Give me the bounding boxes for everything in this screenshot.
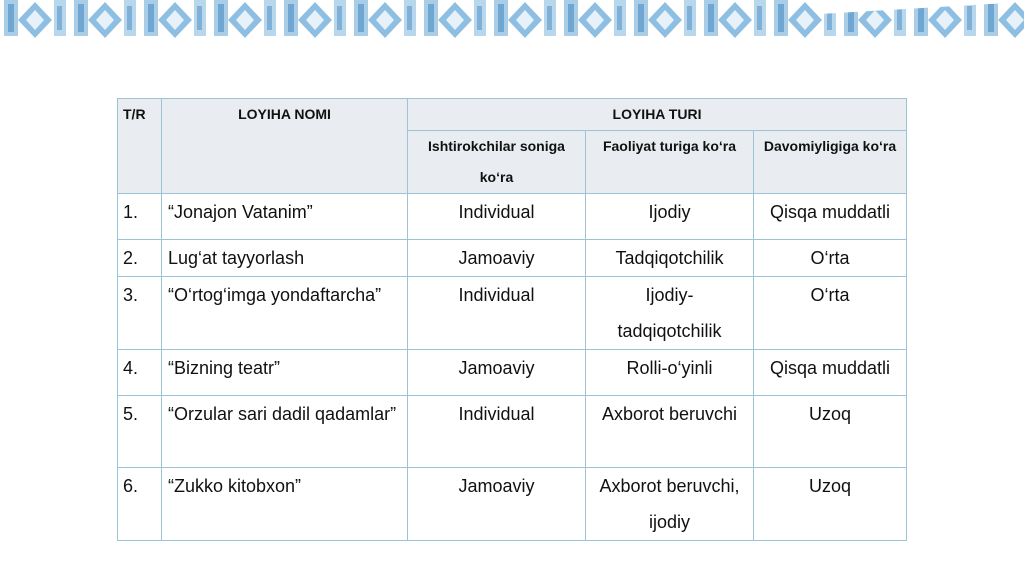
ikat-pattern-icon (0, 0, 1024, 40)
row-participants: Jamoaviy (408, 350, 586, 396)
row-participants: Jamoaviy (408, 468, 586, 541)
row-duration: O‘rta (754, 277, 907, 350)
row-project-name: “O‘rtog‘imga yondaftarcha” (162, 277, 408, 350)
project-table (117, 98, 907, 541)
header-row (118, 99, 907, 131)
row-duration: Uzoq (754, 468, 907, 541)
row-project-name: “Bizning teatr” (162, 350, 408, 396)
row-activity: Ijodiy-tadqiqotchilik (586, 277, 754, 350)
row-duration: Uzoq (754, 396, 907, 468)
row-number: 2. (118, 240, 162, 277)
row-activity: Tadqiqotchilik (586, 240, 754, 277)
row-number: 3. (118, 277, 162, 350)
row-project-name: “Jonajon Vatanim” (162, 194, 408, 240)
row-project-name: “Orzular sari dadil qadamlar” (162, 396, 408, 468)
table-row (118, 277, 907, 350)
row-participants: Individual (408, 194, 586, 240)
row-participants: Jamoaviy (408, 240, 586, 277)
row-duration: Qisqa muddatli (754, 194, 907, 240)
row-activity: Rolli-o‘yinli (586, 350, 754, 396)
row-project-name: Lug‘at tayyorlash (162, 240, 408, 277)
row-participants: Individual (408, 277, 586, 350)
subheader-duration: Davomiyligiga ko‘ra (754, 131, 907, 194)
header-project-type: LOYIHA TURI (408, 99, 907, 131)
subheader-activity: Faoliyat turiga ko‘ra (586, 131, 754, 194)
row-activity: Axborot beruvchi, ijodiy (586, 468, 754, 541)
row-duration: Qisqa muddatli (754, 350, 907, 396)
row-number: 4. (118, 350, 162, 396)
subheader-participants: Ishtirokchilar soniga ko‘ra (408, 131, 586, 194)
row-number: 1. (118, 194, 162, 240)
row-duration: O‘rta (754, 240, 907, 277)
row-activity: Axborot beruvchi (586, 396, 754, 468)
decorative-banner (0, 0, 1024, 40)
table-row (118, 240, 907, 277)
table-row (118, 396, 907, 468)
row-number: 5. (118, 396, 162, 468)
row-activity: Ijodiy (586, 194, 754, 240)
header-tr: T/R (118, 99, 162, 194)
table-row (118, 350, 907, 396)
header-project-name: LOYIHA NOMI (162, 99, 408, 194)
row-project-name: “Zukko kitobxon” (162, 468, 408, 541)
row-participants: Individual (408, 396, 586, 468)
table-row (118, 194, 907, 240)
table-row (118, 468, 907, 541)
row-number: 6. (118, 468, 162, 541)
